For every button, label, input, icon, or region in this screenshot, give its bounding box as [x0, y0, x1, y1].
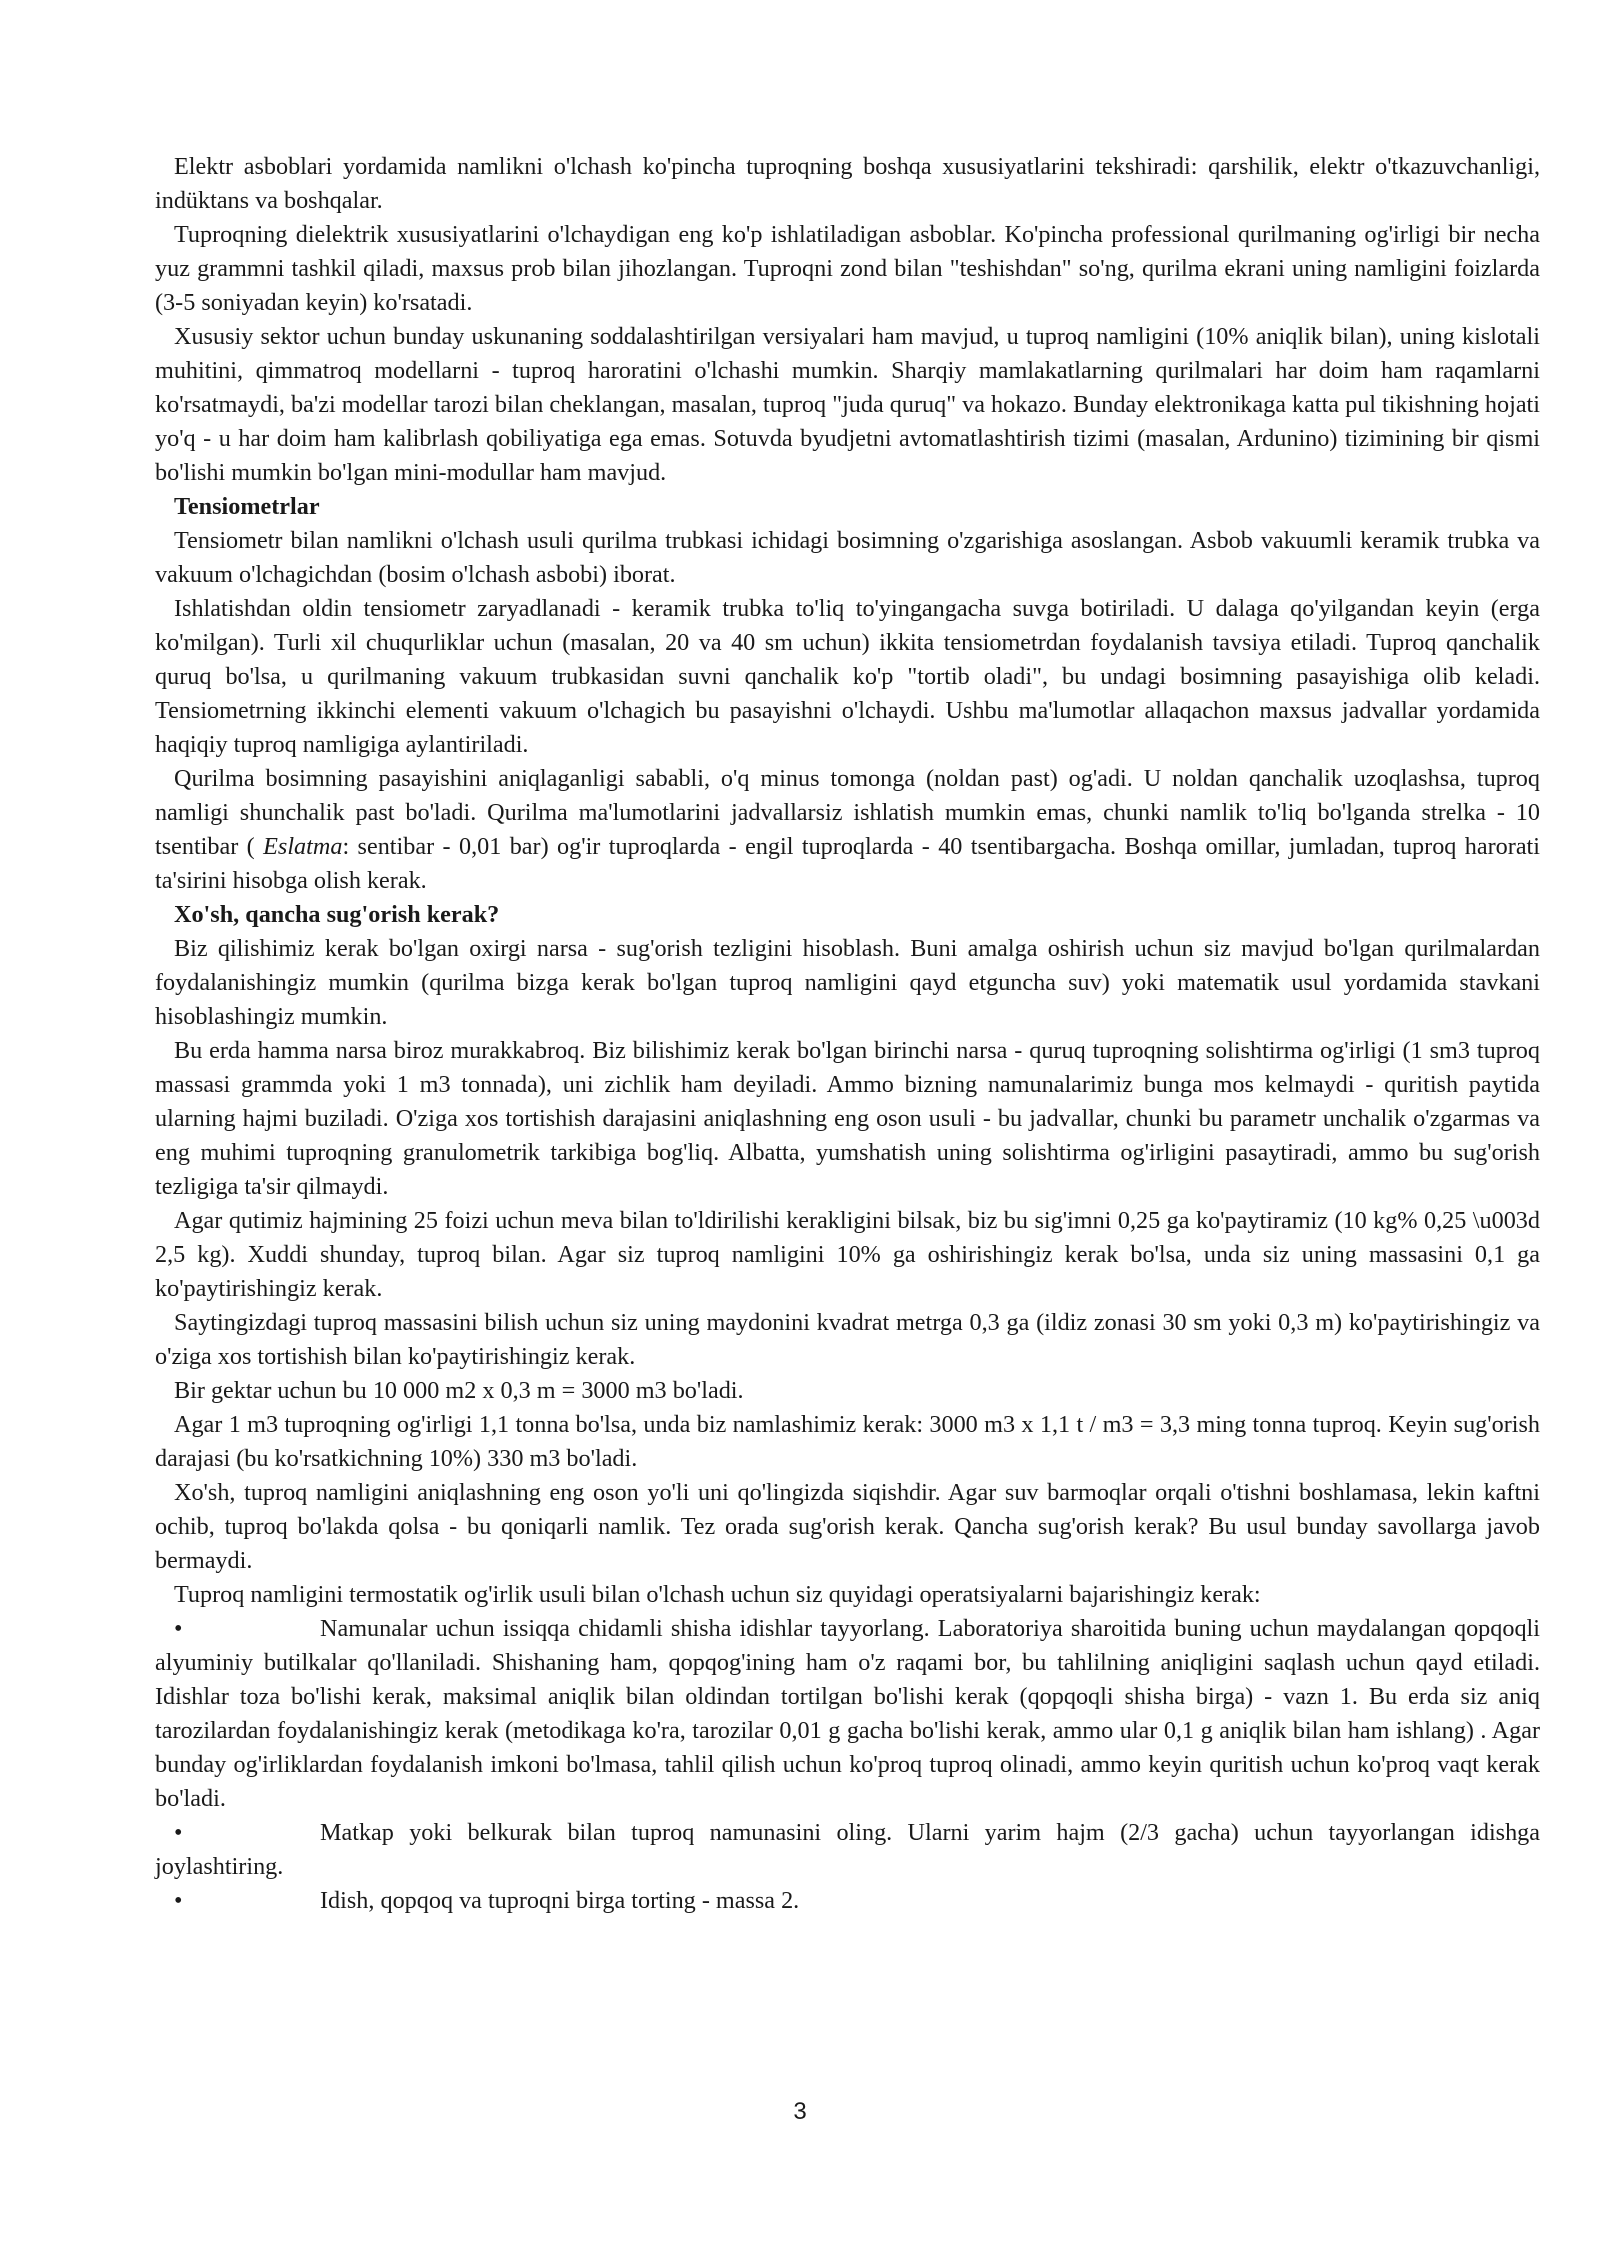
bullet-symbol: •: [174, 1887, 183, 1914]
paragraph-dielectric: Tuproqning dielektrik xususiyatlarini o'lchaydigan eng ko'p ishlatiladigan asboblar. Ko'pincha professional qurilmaning og'irligi bir necha yuz grammni tashkil qiladi, maxsus prob bilan jihozlangan. Tuproqni zond bilan "teshishdan" so'ng, qurilma ekrani uning namligini foizlarda (3-5 soniyadan keyin) ko'rsatadi.: [155, 221, 1540, 316]
paragraph-tonnage: Agar 1 m3 tuproqning og'irligi 1,1 tonna bo'lsa, unda biz namlashimiz kerak: 3000 m3 x 1,1 t / m3 = 3,3 ming tonna tuproq. Keyin sug'orish darajasi (bu ko'rsatkichning 10%) 330 m3 bo'ladi.: [155, 1411, 1540, 1472]
bullet-symbol: •: [174, 1615, 183, 1642]
paragraph-gauge-reading: [155, 762, 1540, 898]
paragraph-specific-weight: Bu erda hamma narsa biroz murakkabroq. Biz bilishimiz kerak bo'lgan birinchi narsa - quruq tuproqning solishtirma og'irligi (1 sm3 tuproq massasi grammda yoki 1 m3 tonnada), uni zichlik ham deyiladi. Ammo bizning namunalarimiz bunga mos kelmaydi - quritish paytida ularning hajmi buziladi. O'ziga xos tortishish darajasini aniqlashning eng oson usuli - bu jadvallar, chunki bu parametr unchalik o'zgarmas va eng muhimi tuproqning granulometrik tarkibiga bog'liq. Albatta, yumshatish uning solishtirma og'irligini pasaytiradi, ammo bu sug'orish tezligiga ta'sir qilmaydi.: [155, 1037, 1540, 1200]
page-number: 3: [793, 2098, 807, 2125]
document-body: [155, 150, 1540, 1918]
heading-tensiometrlar: Tensiometrlar: [174, 493, 320, 520]
paragraph-thermostatic-intro: Tuproq namligini termostatik og'irlik usuli bilan o'lchash uchun siz quyidagi operatsiyalarni bajarishingiz kerak:: [174, 1581, 1261, 1608]
paragraph-box-example: Agar qutimiz hajmining 25 foizi uchun meva bilan to'ldirilishi kerakligini bilsak, biz bu sig'imni 0,25 ga ko'paytiramiz (10 kg% 0,25 \u003d 2,5 kg). Xuddi shunday, tuproq bilan. Agar siz tuproq namligini 10% ga oshirishingiz kerak bo'lsa, unda siz uning massasini 0,1 ga ko'paytirishingiz kerak.: [155, 1207, 1540, 1302]
heading-irrigation-amount: Xo'sh, qancha sug'orish kerak?: [174, 901, 500, 928]
list-item: [155, 1612, 1540, 1816]
paragraph-tensiometer-charging: Ishlatishdan oldin tensiometr zaryadlanadi - keramik trubka to'liq to'yingangacha suvga botiriladi. U dalaga qo'yilgandan keyin (erga ko'milgan). Turli xil chuqurliklar uchun (masalan, 20 va 40 sm uchun) ikkita tensiometrdan foydalanish tavsiya etiladi. Tuproq qanchalik quruq bo'lsa, u qurilmaning vakuum trubkasidan suvni qanchalik ko'p "tortib oladi", bu undagi bosimning pasayishiga olib keladi. Tensiometrning ikkinchi elementi vakuum o'lchagich bu pasayishni o'lchaydi. Ushbu ma'lumotlar allaqachon maxsus jadvallar yordamida haqiqiy tuproq namligiga aylantiriladi.: [155, 595, 1540, 758]
list-item-text: Idish, qopqoq va tuproqni birga torting - massa 2.: [320, 1887, 800, 1914]
list-item-text: Matkap yoki belkurak bilan tuproq namunasini oling. Ularni yarim hajm (2/3 gacha) uchun tayyorlangan idishga joylashtiring.: [155, 1819, 1540, 1880]
paragraph-tensiometer-method: Tensiometr bilan namlikni o'lchash usuli qurilma trubkasi ichidagi bosimning o'zgarishiga asoslangan. Asbob vakuumli keramik trubka va vakuum o'lchagichdan (bosim o'lchash asbobi) iborat.: [155, 527, 1540, 588]
paragraph-private-sector: Xususiy sektor uchun bunday uskunaning soddalashtirilgan versiyalari ham mavjud, u tuproq namligini (10% aniqlik bilan), uning kislotali muhitini, qimmatroq modellarni - tuproq haroratini o'lchashi mumkin. Sharqiy mamlakatlarning qurilmalari har doim ham raqamlarni ko'rsatmaydi, ba'zi modellar tarozi bilan cheklangan, masalan, tuproq "juda quruq" va hokazo. Bunday elektronikaga katta pul tikishning hojati yo'q - u har doim ham kalibrlash qobiliyatiga ega emas. Sotuvda byudjetni avtomatlashtirish tizimi (masalan, Ardunino) tizimining bir qismi bo'lishi mumkin bo'lgan mini-modullar ham mavjud.: [155, 323, 1540, 486]
list-item: [155, 1884, 1540, 1918]
paragraph-hectare: Bir gektar uchun bu 10 000 m2 x 0,3 m = 3000 m3 bo'ladi.: [174, 1377, 744, 1404]
list-item-text: Namunalar uchun issiqqa chidamli shisha idishlar tayyorlang. Laboratoriya sharoitida buning uchun maydalangan qopqoqli alyuminiy butilkalar qo'llaniladi. Shishaning ham, qopqog'ining ham o'z raqami bor, bu tahlilning aniqligini saqlash uchun qayd etiladi. Idishlar toza bo'lishi kerak, maksimal aniqlik bilan oldindan tortilgan bo'lishi kerak (qopqoqli shisha birga) - vazn 1. Bu erda siz aniq tarozilardan foydalanishingiz kerak (metodikaga ko'ra, tarozilar 0,01 g gacha bo'lishi kerak, ammo ular 0,1 g aniqlik bilan ham ishlang) . Agar bunday og'irliklardan foydalanish imkoni bo'lmasa, tahlil qilish uchun ko'proq tuproq olinadi, ammo keyin quritish uchun ko'proq vaqt kerak bo'ladi.: [155, 1615, 1540, 1812]
gauge-text-after: : sentibar - 0,01 bar) og'ir tuproqlarda - engil tuproqlarda - 40 tsentibargacha. Boshqa omillar, jumladan, tuproq harorati ta'sirini hisobga olish kerak.: [155, 833, 1540, 894]
gauge-text-before: Qurilma bosimning pasayishini aniqlaganligi sababli, o'q minus tomonga (noldan past) og'adi. U noldan qanchalik uzoqlashsa, tuproq namligi shunchalik past bo'ladi. Qurilma ma'lumotlarini jadvallarsiz ishlatish mumkin emas, chunki namlik to'liq bo'lganda strelka - 10 tsentibar (: [155, 765, 1540, 860]
paragraph-irrigation-rate: Biz qilishimiz kerak bo'lgan oxirgi narsa - sug'orish tezligini hisoblash. Buni amalga oshirish uchun siz mavjud bo'lgan qurilmalardan foydalanishingiz mumkin (qurilma bizga kerak bo'lgan tuproq namligini qayd etguncha suv) yoki matematik usul yordamida stavkani hisoblashingiz mumkin.: [155, 935, 1540, 1030]
list-item: [155, 1816, 1540, 1884]
paragraph-electric-devices: Elektr asboblari yordamida namlikni o'lchash ko'pincha tuproqning boshqa xususiyatlarini tekshiradi: qarshilik, elektr o'tkazuvchanligi, indüktans va boshqalar.: [155, 153, 1540, 214]
paragraph-soil-mass: Saytingizdagi tuproq massasini bilish uchun siz uning maydonini kvadrat metrga 0,3 ga (ildiz zonasi 30 sm yoki 0,3 m) ko'paytirishingiz va o'ziga xos tortishish bilan ko'paytirishingiz kerak.: [155, 1309, 1540, 1370]
note-label: Eslatma: [263, 833, 343, 860]
bullet-symbol: •: [174, 1819, 183, 1846]
paragraph-hand-test: Xo'sh, tuproq namligini aniqlashning eng oson yo'li uni qo'lingizda siqishdir. Agar suv barmoqlar orqali o'tishni boshlamasa, lekin kaftni ochib, tuproq bo'lakda qolsa - bu qoniqarli namlik. Tez orada sug'orish kerak. Qancha sug'orish kerak? Bu usul bunday savollarga javob bermaydi.: [155, 1479, 1540, 1574]
